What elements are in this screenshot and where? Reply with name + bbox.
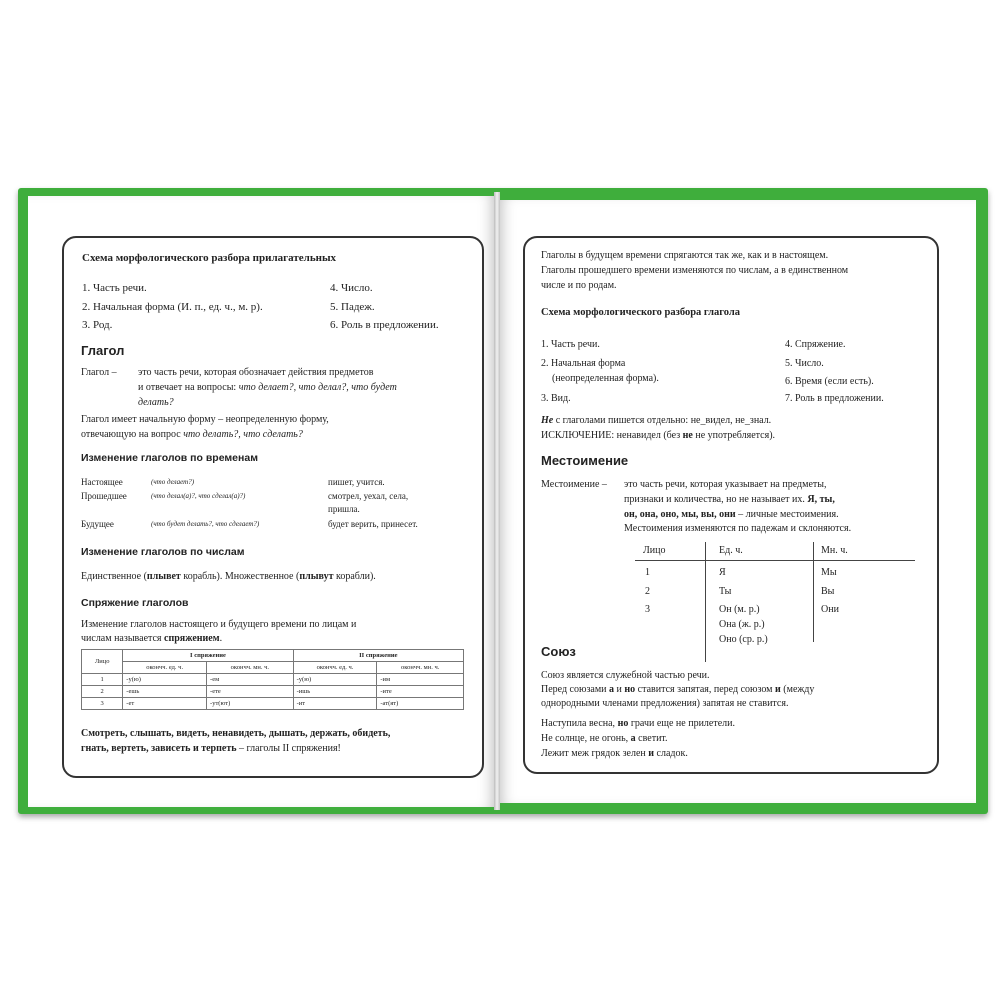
tense-example: пишет, учится.	[328, 477, 385, 487]
verb-schema-item: 3. Вид.	[541, 393, 571, 404]
adjective-schema-title: Схема морфологического разбора прилагательных	[82, 252, 337, 264]
union-heading: Союз	[541, 644, 576, 659]
conjugation-table	[81, 649, 464, 710]
table-rule	[635, 560, 915, 561]
verb-definition-line: делать?	[138, 397, 174, 408]
verb-heading: Глагол	[81, 343, 125, 358]
verb-schema-item: 7. Роль в предложении.	[785, 393, 884, 404]
verb-schema-item: 6. Время (если есть).	[785, 376, 874, 387]
tense-question: (что делает?)	[151, 478, 195, 486]
table-header: II спряжение	[293, 650, 463, 662]
future-tense-text: Глаголы в будущем времени спрягаются так же, как и в настоящем.	[541, 250, 829, 261]
table-cell: -ешь	[123, 686, 207, 698]
adj-item: 1. Часть речи.	[82, 282, 147, 294]
ne-rule-text: Не с глаголами пишется отдельно: не_видел, не_знал.	[541, 415, 772, 426]
verb-schema-item: (неопределенная форма).	[552, 373, 659, 384]
tense-name: Будущее	[81, 519, 114, 529]
pronoun-heading: Местоимение	[541, 453, 629, 468]
exception-text: гнать, вертеть, зависеть и терпеть – глаголы II спряжения!	[81, 743, 341, 754]
table-cell: -ете	[207, 686, 294, 698]
table-row	[82, 686, 464, 698]
table-header: Мн. ч.	[821, 545, 848, 556]
adj-item: 2. Начальная форма (И. п., ед. ч., м. р).	[82, 301, 263, 313]
table-cell: Они	[821, 604, 839, 615]
tense-example: будет верить, принесет.	[328, 519, 418, 529]
tense-example: смотрел, уехал, села,	[328, 491, 409, 501]
pronoun-definition: он, она, оно, мы, вы, они – личные местоимения.	[624, 509, 839, 520]
table-cell: -ат(ят)	[377, 698, 464, 710]
table-cell: -ите	[377, 686, 464, 698]
verb-schema-title: Схема морфологического разбора глагола	[541, 307, 741, 318]
table-cell: Ты	[719, 586, 732, 597]
verb-schema-item: 4. Спряжение.	[785, 339, 846, 350]
table-cell: 2	[82, 686, 123, 698]
table-cell: 2	[645, 586, 650, 597]
table-cell: 1	[645, 567, 650, 578]
pronoun-definition: признаки и количества, но не называет их. Я, ты,	[624, 494, 835, 505]
book-spine	[494, 192, 500, 810]
table-subheader: окончч. мн. ч.	[377, 662, 464, 674]
table-subheader: окончч. ед. ч.	[123, 662, 207, 674]
tense-heading: Изменение глаголов по временам	[81, 452, 258, 464]
table-cell: -ит	[293, 698, 377, 710]
table-cell: Вы	[821, 586, 835, 597]
table-cell: -у(ю)	[293, 674, 377, 686]
verb-infinitive-text: отвечающую на вопрос что делать?, что сделать?	[81, 429, 303, 440]
table-row	[82, 698, 464, 710]
table-rule	[705, 542, 706, 662]
pronoun-term: Местоимение –	[541, 479, 607, 490]
exception-text: Смотреть, слышать, видеть, ненавидеть, дышать, держать, обидеть,	[81, 728, 391, 739]
ne-exception-text: ИСКЛЮЧЕНИЕ: ненавидел (без не не употребляется).	[541, 430, 776, 441]
tense-name: Прошедшее	[81, 491, 127, 501]
table-cell: -им	[377, 674, 464, 686]
adj-item: 6. Роль в предложении.	[330, 319, 439, 331]
table-cell: 3	[645, 604, 650, 615]
table-header: Ед. ч.	[719, 545, 743, 556]
conjugation-heading: Спряжение глаголов	[81, 597, 189, 609]
union-text: Союз является служебной частью речи.	[541, 670, 710, 681]
tense-question: (что будет делать?, что сделает?)	[151, 520, 260, 528]
table-subheader: окончч. мн. ч.	[207, 662, 294, 674]
adj-item: 5. Падеж.	[330, 301, 375, 313]
number-text: Единственное (плывет корабль). Множественное (плывут корабли).	[81, 571, 376, 582]
verb-schema-item: 5. Число.	[785, 358, 824, 369]
table-header: I спряжение	[123, 650, 293, 662]
table-cell: Мы	[821, 567, 837, 578]
table-cell: Она (ж. р.)	[719, 619, 765, 630]
pronoun-definition: это часть речи, которая указывает на предметы,	[624, 479, 827, 490]
verb-definition-line: это часть речи, которая обозначает действия предметов	[138, 367, 374, 378]
table-cell: Оно (ср. р.)	[719, 634, 768, 645]
tense-example: пришла.	[328, 504, 360, 514]
future-tense-text: числе и по родам.	[541, 280, 617, 291]
table-cell: -ет	[123, 698, 207, 710]
union-text: однородными членами предложения) запятая не ставится.	[541, 698, 789, 709]
verb-infinitive-text: Глагол имеет начальную форму – неопределенную форму,	[81, 414, 329, 425]
table-row	[82, 674, 464, 686]
verb-schema-item: 1. Часть речи.	[541, 339, 600, 350]
table-rule	[813, 542, 814, 642]
table-cell: 3	[82, 698, 123, 710]
union-text: Перед союзами а и но ставится запятая, перед союзом и (между	[541, 684, 815, 695]
table-header: Лицо	[82, 650, 123, 674]
verb-definition-line: и отвечает на вопросы: что делает?, что делал?, что будет	[138, 382, 397, 393]
table-cell: -ем	[207, 674, 294, 686]
future-tense-text: Глаголы прошедшего времени изменяются по числам, а в единственном	[541, 265, 849, 276]
table-cell: -у(ю)	[123, 674, 207, 686]
number-heading: Изменение глаголов по числам	[81, 546, 245, 558]
union-example: Лежит меж грядок зелен и сладок.	[541, 748, 688, 759]
conjugation-text: Изменение глаголов настоящего и будущего времени по лицам и	[81, 619, 357, 630]
verb-schema-item: 2. Начальная форма	[541, 358, 626, 369]
verb-definition-term: Глагол –	[81, 367, 117, 378]
adj-item: 4. Число.	[330, 282, 373, 294]
conjugation-text: числам называется спряжением.	[81, 633, 223, 644]
union-example: Не солнце, не огонь, а светит.	[541, 733, 668, 744]
tense-name: Настоящее	[81, 477, 123, 487]
table-cell: 1	[82, 674, 123, 686]
table-cell: Я	[719, 567, 726, 578]
tense-question: (что делал(а)?, что сделал(а)?)	[151, 492, 246, 500]
pronoun-definition: Местоимения изменяются по падежам и склоняются.	[624, 523, 852, 534]
table-header: Лицо	[643, 545, 666, 556]
table-cell: -ишь	[293, 686, 377, 698]
table-cell: Он (м. р.)	[719, 604, 760, 615]
table-subheader: окончч. ед. ч.	[293, 662, 377, 674]
table-cell: -ут(ют)	[207, 698, 294, 710]
adj-item: 3. Род.	[82, 319, 113, 331]
union-example: Наступила весна, но грачи еще не прилетели.	[541, 718, 735, 729]
